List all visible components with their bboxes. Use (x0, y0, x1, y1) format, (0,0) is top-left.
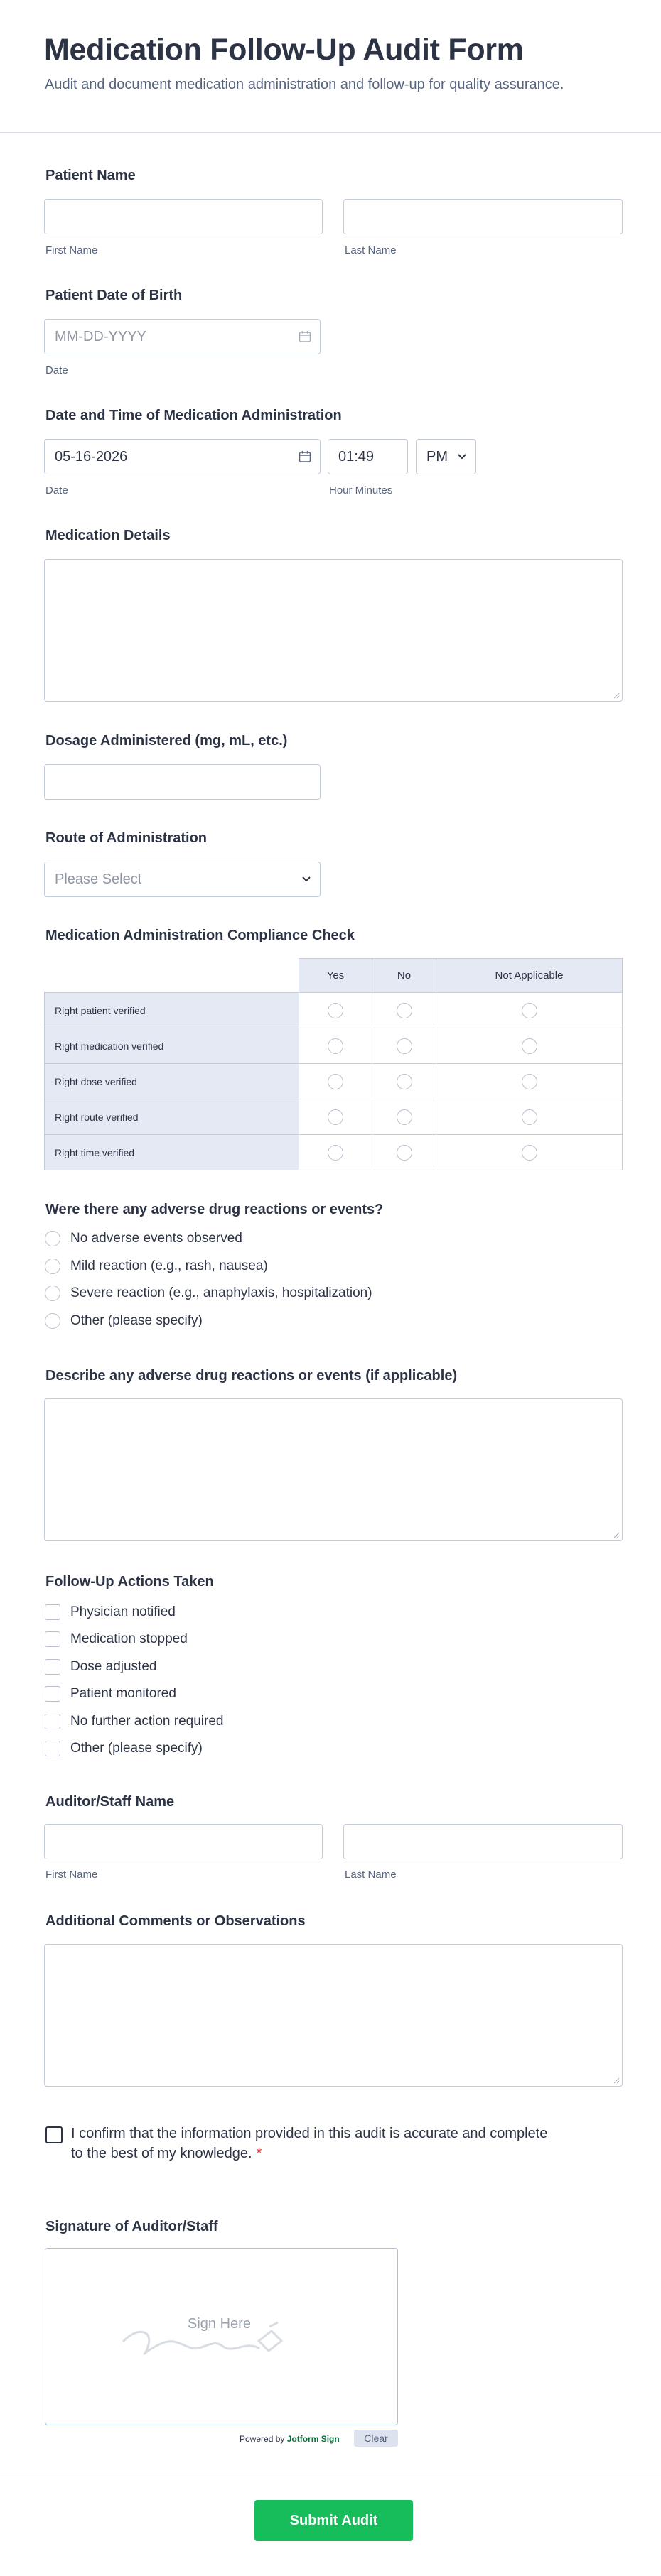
auditor-name-label: Auditor/Staff Name (45, 1794, 175, 1810)
matrix-radio-no[interactable] (397, 1038, 412, 1054)
matrix-col-header: Yes (299, 959, 372, 993)
confirm-checkbox[interactable] (45, 2126, 63, 2143)
radio-button[interactable] (45, 1313, 60, 1329)
option-label: Patient monitored (70, 1686, 176, 1701)
radio-button[interactable] (45, 1259, 60, 1274)
route-select[interactable] (44, 862, 321, 897)
dosage-input[interactable] (44, 764, 321, 800)
matrix-row-label: Right dose verified (45, 1064, 299, 1099)
adverse-option[interactable] (45, 1259, 268, 1274)
matrix-radio-yes[interactable] (328, 1038, 343, 1054)
dob-label: Patient Date of Birth (45, 288, 183, 303)
matrix-radio-na[interactable] (522, 1074, 537, 1089)
option-label: Mild reaction (e.g., rash, nausea) (70, 1259, 268, 1273)
route-placeholder: Please Select (55, 871, 142, 887)
matrix-radio-no[interactable] (397, 1074, 412, 1089)
option-label: Physician notified (70, 1604, 176, 1619)
ampm-select[interactable] (416, 439, 476, 474)
last-name-sublabel: Last Name (345, 244, 397, 256)
dob-placeholder: MM-DD-YYYY (55, 328, 146, 344)
dob-input[interactable] (44, 319, 321, 354)
powered-brand: Jotform Sign (286, 2434, 340, 2444)
checkbox[interactable] (45, 1741, 60, 1756)
date-sublabel: Date (45, 484, 68, 496)
powered-prefix: Powered by (240, 2434, 285, 2444)
followup-option[interactable] (45, 1686, 176, 1702)
followup-label: Follow-Up Actions Taken (45, 1574, 214, 1589)
auditor-first-name-input[interactable] (44, 1824, 323, 1859)
compliance-matrix (44, 958, 623, 1170)
medication-details-label: Medication Details (45, 528, 171, 543)
medication-details-textarea[interactable] (44, 559, 623, 702)
matrix-radio-yes[interactable] (328, 1109, 343, 1125)
matrix-radio-no[interactable] (397, 1109, 412, 1125)
matrix-radio-yes[interactable] (328, 1074, 343, 1089)
time-sublabel: Hour Minutes (329, 484, 393, 496)
option-label: Dose adjusted (70, 1659, 157, 1674)
matrix-row (45, 1028, 623, 1064)
route-label: Route of Administration (45, 830, 208, 846)
matrix-radio-yes[interactable] (328, 1003, 343, 1018)
signature-pad[interactable] (45, 2248, 398, 2425)
submit-button[interactable]: Submit Audit (254, 2500, 413, 2541)
confirm-checkbox-field[interactable] (45, 2124, 557, 2163)
first-name-sublabel: First Name (45, 244, 98, 256)
matrix-row-label: Right patient verified (45, 993, 299, 1028)
checkbox[interactable] (45, 1659, 60, 1675)
adverse-label: Were there any adverse drug reactions or events? (45, 1202, 384, 1217)
checkbox[interactable] (45, 1604, 60, 1620)
required-asterisk: * (256, 2146, 262, 2161)
form-header (0, 0, 661, 133)
matrix-radio-yes[interactable] (328, 1145, 343, 1161)
adverse-option[interactable] (45, 1313, 203, 1329)
admin-date-value: 05-16-2026 (55, 448, 128, 464)
matrix-radio-na[interactable] (522, 1038, 537, 1054)
calendar-icon[interactable] (299, 330, 311, 343)
matrix-row (45, 1135, 623, 1170)
form-title: Medication Follow-Up Audit Form (44, 33, 524, 67)
admin-date-input[interactable] (44, 439, 321, 474)
adverse-option[interactable] (45, 1286, 372, 1301)
checkbox[interactable] (45, 1686, 60, 1702)
confirm-text: I confirm that the information provided in this audit is accurate and complete to the best of my knowledge. (71, 2126, 548, 2161)
matrix-radio-na[interactable] (522, 1145, 537, 1161)
resize-handle-icon[interactable] (613, 1531, 620, 1538)
matrix-row-label: Right medication verified (45, 1028, 299, 1064)
option-label: Other (please specify) (70, 1313, 203, 1328)
admin-datetime-label: Date and Time of Medication Administration (45, 408, 342, 423)
first-name-sublabel: First Name (45, 1869, 98, 1881)
matrix-radio-no[interactable] (397, 1145, 412, 1161)
patient-first-name-input[interactable] (44, 199, 323, 234)
ampm-value: PM (426, 448, 448, 464)
matrix-row-label: Right time verified (45, 1135, 299, 1170)
followup-option[interactable] (45, 1604, 176, 1620)
comments-label: Additional Comments or Observations (45, 1913, 306, 1929)
matrix-radio-na[interactable] (522, 1003, 537, 1018)
patient-name-label: Patient Name (45, 168, 136, 183)
option-label: No further action required (70, 1714, 224, 1729)
matrix-corner (45, 959, 299, 993)
followup-option[interactable] (45, 1741, 203, 1756)
dob-sublabel: Date (45, 364, 68, 376)
adverse-option[interactable] (45, 1231, 242, 1246)
followup-option[interactable] (45, 1714, 223, 1729)
radio-button[interactable] (45, 1286, 60, 1301)
matrix-radio-na[interactable] (522, 1109, 537, 1125)
admin-time-input[interactable]: 01:49 (328, 439, 408, 474)
matrix-radio-no[interactable] (397, 1003, 412, 1018)
matrix-col-header: Not Applicable (436, 959, 623, 993)
checkbox[interactable] (45, 1714, 60, 1729)
matrix-col-header: No (372, 959, 436, 993)
adverse-describe-label: Describe any adverse drug reactions or events (if applicable) (45, 1368, 458, 1384)
patient-last-name-input[interactable] (343, 199, 623, 234)
matrix-row-label: Right route verified (45, 1099, 299, 1135)
matrix-row (45, 1099, 623, 1135)
form-subtitle: Audit and document medication administration and follow-up for quality assurance. (45, 77, 564, 92)
option-label: Severe reaction (e.g., anaphylaxis, hospitalization) (70, 1286, 372, 1300)
adverse-describe-textarea[interactable] (44, 1398, 623, 1541)
compliance-label: Medication Administration Compliance Check (45, 928, 355, 943)
powered-by-text (240, 2434, 340, 2444)
followup-option[interactable] (45, 1659, 156, 1675)
resize-handle-icon[interactable] (613, 692, 620, 699)
matrix-row (45, 993, 623, 1028)
matrix-row (45, 1064, 623, 1099)
sign-here-hint: Sign Here (188, 2316, 251, 2332)
clear-signature-button[interactable]: Clear (354, 2430, 398, 2447)
signature-label: Signature of Auditor/Staff (45, 2219, 218, 2234)
option-label: Medication stopped (70, 1631, 188, 1646)
chevron-down-icon (301, 876, 311, 883)
checkbox[interactable] (45, 1631, 60, 1647)
auditor-last-name-input[interactable] (343, 1824, 623, 1859)
resize-handle-icon[interactable] (613, 2077, 620, 2084)
option-label: No adverse events observed (70, 1231, 242, 1246)
calendar-icon[interactable] (299, 450, 311, 463)
dosage-label: Dosage Administered (mg, mL, etc.) (45, 733, 288, 749)
option-label: Other (please specify) (70, 1741, 203, 1756)
radio-button[interactable] (45, 1231, 60, 1246)
chevron-down-icon (457, 453, 467, 460)
followup-option[interactable] (45, 1631, 188, 1647)
last-name-sublabel: Last Name (345, 1869, 397, 1881)
comments-textarea[interactable] (44, 1944, 623, 2087)
